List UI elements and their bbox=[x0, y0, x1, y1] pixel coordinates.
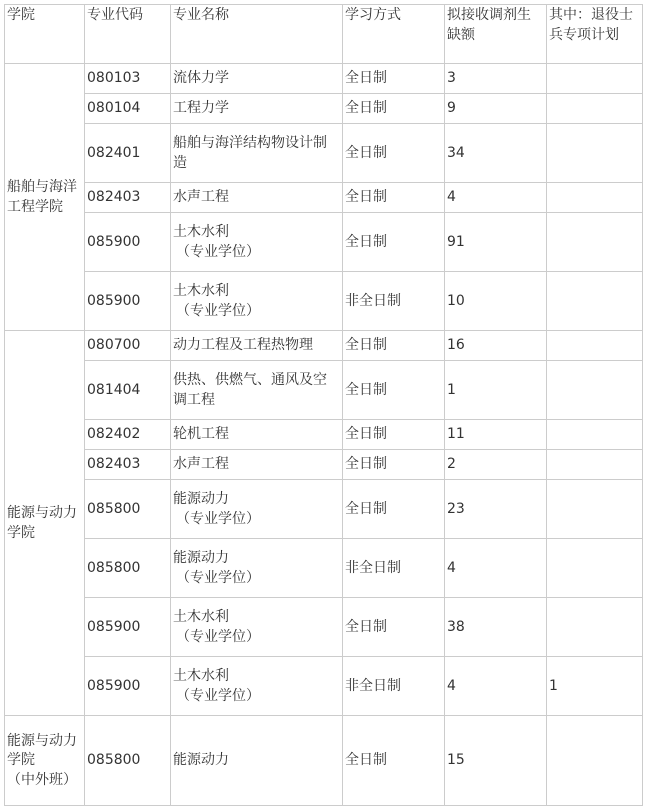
major-name: 动力工程及工程热物理 bbox=[173, 337, 313, 354]
major-name: 能源动力 bbox=[173, 752, 229, 769]
quota-cell: 15 bbox=[445, 716, 547, 806]
study-mode-cell: 全日制 bbox=[343, 361, 445, 420]
study-mode-cell: 全日制 bbox=[343, 64, 445, 94]
study-mode-cell: 非全日制 bbox=[343, 657, 445, 716]
quota-cell: 9 bbox=[445, 94, 547, 124]
table-row bbox=[5, 361, 643, 420]
major-name: 能源动力 bbox=[173, 491, 229, 507]
major-name: 土木水利 bbox=[173, 283, 229, 299]
major-name-cell bbox=[171, 64, 343, 94]
major-name: 工程力学 bbox=[173, 100, 229, 117]
major-name-cell bbox=[171, 657, 343, 716]
major-code-cell: 081404 bbox=[85, 361, 171, 420]
study-mode-cell: 全日制 bbox=[343, 213, 445, 272]
veteran-plan-cell bbox=[547, 480, 643, 539]
study-mode-cell: 全日制 bbox=[343, 124, 445, 183]
major-code-cell: 085900 bbox=[85, 213, 171, 272]
major-name-cell bbox=[171, 539, 343, 598]
quota-cell: 91 bbox=[445, 213, 547, 272]
college-note: （中外班） bbox=[7, 771, 77, 788]
table-row bbox=[5, 450, 643, 480]
header-major-code: 专业代码 bbox=[85, 5, 171, 64]
major-name: 供热、供燃气、通风及空调工程 bbox=[173, 372, 327, 408]
college-cell bbox=[5, 716, 85, 806]
header-college: 学院 bbox=[5, 5, 85, 64]
study-mode-cell: 全日制 bbox=[343, 480, 445, 539]
major-code-cell: 085800 bbox=[85, 480, 171, 539]
table-row bbox=[5, 64, 643, 94]
table-row bbox=[5, 331, 643, 361]
major-name-cell bbox=[171, 213, 343, 272]
adjustment-quota-table bbox=[4, 4, 643, 806]
college-name: 能源与动力学院 bbox=[7, 732, 77, 769]
quota-cell: 1 bbox=[445, 361, 547, 420]
major-code-cell: 085800 bbox=[85, 539, 171, 598]
major-code-cell: 082403 bbox=[85, 450, 171, 480]
table-row bbox=[5, 183, 643, 213]
college-name: 船舶与海洋工程学院 bbox=[7, 179, 77, 215]
table-row bbox=[5, 716, 643, 806]
veteran-plan-cell bbox=[547, 361, 643, 420]
table-row bbox=[5, 657, 643, 716]
major-name-cell bbox=[171, 272, 343, 331]
major-name: 轮机工程 bbox=[173, 426, 229, 443]
study-mode-cell: 全日制 bbox=[343, 716, 445, 806]
major-code-cell: 085900 bbox=[85, 657, 171, 716]
major-code-cell: 085800 bbox=[85, 716, 171, 806]
quota-cell: 4 bbox=[445, 539, 547, 598]
quota-cell: 4 bbox=[445, 657, 547, 716]
degree-type-note: （专业学位） bbox=[176, 569, 260, 586]
major-name-cell bbox=[171, 124, 343, 183]
major-name: 水声工程 bbox=[173, 189, 229, 206]
major-name: 土木水利 bbox=[173, 609, 229, 625]
quota-cell: 11 bbox=[445, 420, 547, 450]
veteran-plan-cell bbox=[547, 64, 643, 94]
major-name-cell bbox=[171, 598, 343, 657]
major-name: 水声工程 bbox=[173, 456, 229, 473]
veteran-plan-cell bbox=[547, 94, 643, 124]
college-name: 能源与动力学院 bbox=[7, 505, 77, 541]
major-name: 土木水利 bbox=[173, 224, 229, 240]
study-mode-cell: 全日制 bbox=[343, 331, 445, 361]
table-row bbox=[5, 94, 643, 124]
header-quota: 拟接收调剂生缺额 bbox=[445, 5, 547, 64]
major-name-cell bbox=[171, 361, 343, 420]
table-row bbox=[5, 598, 643, 657]
major-name-cell bbox=[171, 94, 343, 124]
veteran-plan-cell bbox=[547, 716, 643, 806]
quota-cell: 23 bbox=[445, 480, 547, 539]
degree-type-note: （专业学位） bbox=[176, 687, 260, 704]
veteran-plan-cell bbox=[547, 213, 643, 272]
degree-type-note: （专业学位） bbox=[176, 628, 260, 645]
major-code-cell: 080104 bbox=[85, 94, 171, 124]
major-code-cell: 082401 bbox=[85, 124, 171, 183]
study-mode-cell: 全日制 bbox=[343, 94, 445, 124]
quota-cell: 4 bbox=[445, 183, 547, 213]
degree-type-note: （专业学位） bbox=[176, 510, 260, 527]
major-name-cell bbox=[171, 480, 343, 539]
veteran-plan-cell bbox=[547, 598, 643, 657]
table-row bbox=[5, 539, 643, 598]
quota-cell: 2 bbox=[445, 450, 547, 480]
quota-cell: 38 bbox=[445, 598, 547, 657]
major-code-cell: 080103 bbox=[85, 64, 171, 94]
degree-type-note: （专业学位） bbox=[176, 243, 260, 260]
major-name-cell bbox=[171, 716, 343, 806]
table-row bbox=[5, 420, 643, 450]
major-name: 流体力学 bbox=[173, 70, 229, 87]
major-code-cell: 085900 bbox=[85, 272, 171, 331]
degree-type-note: （专业学位） bbox=[176, 302, 260, 319]
major-name: 能源动力 bbox=[173, 550, 229, 566]
veteran-plan-cell bbox=[547, 124, 643, 183]
major-code-cell: 085900 bbox=[85, 598, 171, 657]
major-name-cell bbox=[171, 420, 343, 450]
study-mode-cell: 全日制 bbox=[343, 420, 445, 450]
table-row bbox=[5, 213, 643, 272]
veteran-plan-cell bbox=[547, 420, 643, 450]
veteran-plan-cell bbox=[547, 183, 643, 213]
table-row bbox=[5, 480, 643, 539]
major-code-cell: 080700 bbox=[85, 331, 171, 361]
veteran-plan-cell: 1 bbox=[547, 657, 643, 716]
major-name-cell bbox=[171, 331, 343, 361]
table-row bbox=[5, 124, 643, 183]
study-mode-cell: 非全日制 bbox=[343, 272, 445, 331]
header-row bbox=[5, 5, 643, 64]
major-code-cell: 082402 bbox=[85, 420, 171, 450]
quota-cell: 34 bbox=[445, 124, 547, 183]
major-name: 船舶与海洋结构物设计制造 bbox=[173, 135, 327, 171]
header-major-name: 专业名称 bbox=[171, 5, 343, 64]
major-code-cell: 082403 bbox=[85, 183, 171, 213]
major-name: 土木水利 bbox=[173, 668, 229, 684]
veteran-plan-cell bbox=[547, 450, 643, 480]
study-mode-cell: 全日制 bbox=[343, 183, 445, 213]
major-name-cell bbox=[171, 450, 343, 480]
table-row bbox=[5, 272, 643, 331]
quota-cell: 16 bbox=[445, 331, 547, 361]
college-cell bbox=[5, 64, 85, 331]
study-mode-cell: 全日制 bbox=[343, 598, 445, 657]
veteran-plan-cell bbox=[547, 539, 643, 598]
veteran-plan-cell bbox=[547, 331, 643, 361]
header-veteran-plan: 其中：退役士兵专项计划 bbox=[547, 5, 643, 64]
study-mode-cell: 全日制 bbox=[343, 450, 445, 480]
header-study-mode: 学习方式 bbox=[343, 5, 445, 64]
study-mode-cell: 非全日制 bbox=[343, 539, 445, 598]
college-cell bbox=[5, 331, 85, 716]
quota-cell: 10 bbox=[445, 272, 547, 331]
veteran-plan-cell bbox=[547, 272, 643, 331]
quota-cell: 3 bbox=[445, 64, 547, 94]
major-name-cell bbox=[171, 183, 343, 213]
